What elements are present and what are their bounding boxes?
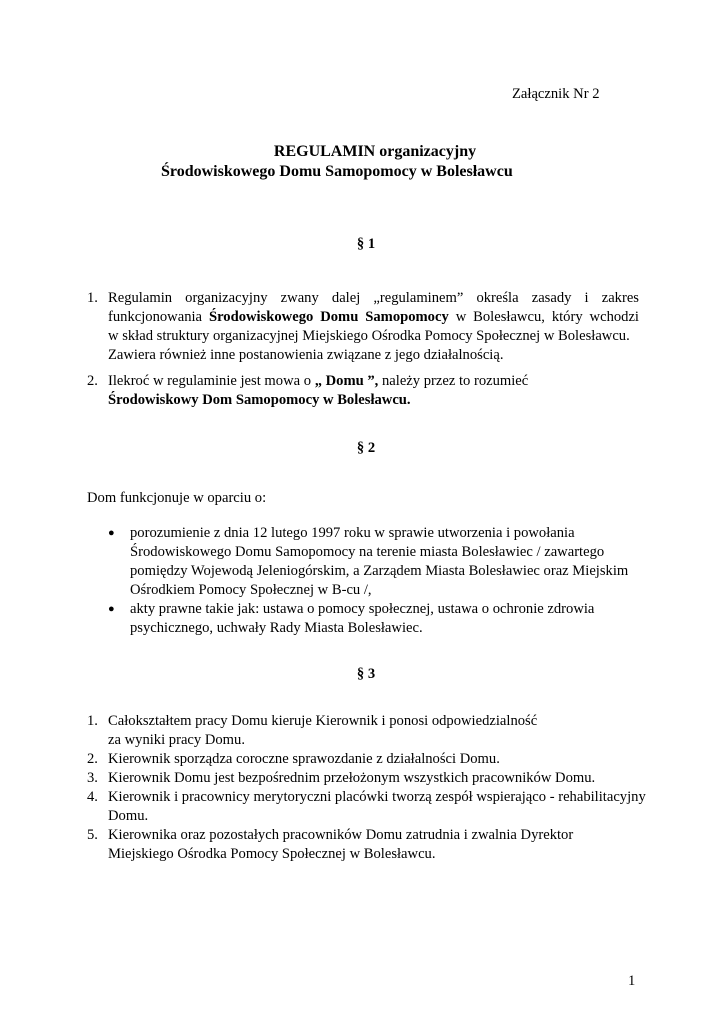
- item-text-line: Kierownik sporządza coroczne sprawozdanie z działalności Domu.: [108, 751, 500, 767]
- section-3-list: [87, 712, 647, 864]
- item-text-line: Regulamin organizacyjny zwany dalej „regulaminem” określa zasady i zakres: [108, 290, 639, 306]
- item-text-line: w skład struktury organizacyjnej Miejskiego Ośrodka Pomocy Społecznej w Bolesławcu.: [108, 328, 630, 344]
- bullet-item-2: [108, 600, 648, 638]
- s3-item-4: [87, 788, 647, 826]
- bold-text: Środowiskowy Dom Samopomocy w Bolesławcu.: [108, 392, 411, 408]
- bold-text: „ Domu ”,: [314, 373, 379, 389]
- item-text-line: Kierownik Domu jest bezpośrednim przełożonym wszystkich pracowników Domu.: [108, 770, 596, 786]
- bullet-text-line: psychicznego, uchwały Rady Miasta Bolesławiec.: [130, 620, 423, 636]
- section-heading-1: § 1: [356, 236, 376, 252]
- item-number: 1.: [87, 290, 98, 306]
- s3-item-1: [87, 712, 647, 750]
- item-text-line: Całokształtem pracy Domu kieruje Kierownik i ponosi odpowiedzialność: [108, 713, 538, 729]
- bullet-text-line: pomiędzy Wojewodą Jeleniogórskim, a Zarządem Miasta Bolesławiec oraz Miejskim: [130, 563, 629, 579]
- section-heading-2: § 2: [356, 440, 376, 456]
- item-text-line: za wyniki pracy Domu.: [108, 732, 245, 748]
- s1-item-1: [87, 289, 639, 365]
- section-heading-3: § 3: [356, 666, 376, 682]
- bullet-text-line: Ośrodkiem Pomocy Społecznej w B-cu /,: [130, 582, 372, 598]
- text-span: Ilekroć w regulaminie jest mowa o: [108, 373, 315, 389]
- bullet-text-line: akty prawne takie jak: ustawa o pomocy społecznej, ustawa o ochronie zdrowia: [130, 601, 595, 617]
- item-number: 1.: [87, 713, 98, 729]
- text-span: w Bolesławcu, który wchodzi: [448, 309, 639, 325]
- item-text-line: Domu.: [108, 808, 149, 824]
- bullet-text-line: porozumienie z dnia 12 lutego 1997 roku w sprawie utworzenia i powołania: [130, 525, 575, 541]
- item-text-line: Kierownik i pracownicy merytoryczni placówki tworzą zespół wspierająco - rehabilitacyjny: [108, 789, 646, 805]
- bullet-item-1: [108, 524, 648, 600]
- page-number: 1: [628, 973, 636, 989]
- item-number: 3.: [87, 770, 98, 786]
- bullet-icon: ●: [108, 527, 115, 539]
- item-text-line: Kierownika oraz pozostałych pracowników Domu zatrudnia i zwalnia Dyrektor: [108, 827, 574, 843]
- bullet-icon: ●: [108, 603, 115, 615]
- annex-label: Załącznik Nr 2: [512, 86, 600, 102]
- item-text-line: Zawiera również inne postanowienia związane z jego działalnością.: [108, 347, 504, 363]
- document-title-line2: Środowiskowego Domu Samopomocy w Bolesławcu: [161, 163, 513, 180]
- item-number: 2.: [87, 751, 98, 767]
- s1-item-2: [87, 372, 639, 410]
- s3-item-3: [87, 769, 647, 788]
- text-span: należy przez to rozumieć: [378, 373, 529, 389]
- document-title-line1: REGULAMIN organizacyjny: [273, 143, 477, 160]
- section-2-intro: Dom funkcjonuje w oparciu o:: [87, 490, 267, 506]
- item-text-line: [108, 308, 639, 327]
- s3-item-2: [87, 750, 647, 769]
- bullet-text-line: Środowiskowego Domu Samopomocy na terenie miasta Bolesławiec / zawartego: [130, 544, 605, 560]
- item-number: 4.: [87, 789, 98, 805]
- bold-text: Środowiskowego Domu Samopomocy: [208, 309, 449, 325]
- item-number: 5.: [87, 827, 98, 843]
- item-number: 2.: [87, 373, 98, 389]
- text-span: funkcjonowania: [108, 309, 209, 325]
- item-text-line: Miejskiego Ośrodka Pomocy Społecznej w Bolesławcu.: [108, 846, 436, 862]
- item-text-line: [108, 372, 639, 391]
- s3-item-5: [87, 826, 647, 864]
